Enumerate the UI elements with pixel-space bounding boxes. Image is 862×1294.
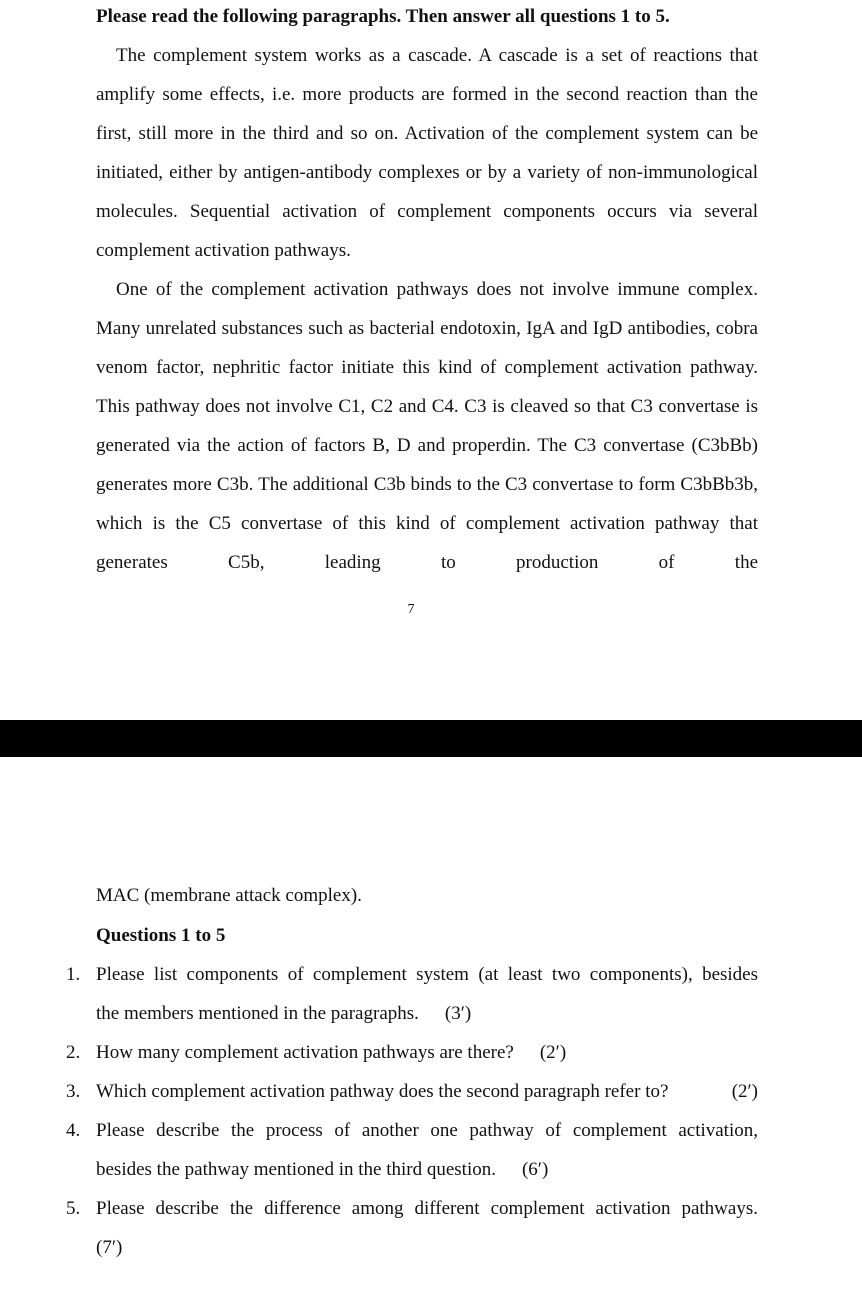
page-number: 7 <box>407 602 415 617</box>
question-points: (2′) <box>539 1042 567 1063</box>
question-number: 5. <box>66 1198 81 1219</box>
question-item <box>0 1033 862 1072</box>
question-text: besides the pathway mentioned in the third question. <box>96 1159 496 1180</box>
question-number: 1. <box>66 964 81 985</box>
document-page-bottom <box>0 757 862 1294</box>
question-item <box>0 1189 862 1267</box>
question-number: 2. <box>66 1042 81 1063</box>
question-points: (2′) <box>731 1081 758 1102</box>
question-text: Please describe the difference among different complement activation pathways. <box>96 1198 758 1219</box>
questions-title: Questions 1 to 5 <box>96 925 226 946</box>
question-points: (6′) <box>521 1159 549 1180</box>
question-list <box>0 955 862 1267</box>
question-item <box>0 955 862 1033</box>
question-number: 3. <box>66 1081 81 1102</box>
paragraph-pathway: One of the complement activation pathways does not involve immune complex. Many unrelated substances such as bacterial endotoxin, IgA and IgD antibodies, cobra venom factor, nephritic factor initiate this kind of complement activation pathway. This pathway does not involve C1, C2 and C4. C3 is cleaved so that C3 convertase is generated via the action of factors B, D and properdin. The C3 convertase (C3bBb) generates more C3b. The additional C3b binds to the C3 convertase to form C3bBb3b, which is the C5 convertase of this kind of complement activation pathway that generates C5b, leading to production of the <box>96 279 758 573</box>
question-text: Which complement activation pathway does the second paragraph refer to? <box>96 1081 669 1102</box>
question-text: How many complement activation pathways are there? <box>96 1042 514 1063</box>
paragraph-continuation: MAC (membrane attack complex). <box>96 885 362 906</box>
page-separator <box>0 720 862 757</box>
question-text: the members mentioned in the paragraphs. <box>96 1003 419 1024</box>
question-points: (3′) <box>444 1003 472 1024</box>
question-points: (7′) <box>96 1237 123 1258</box>
question-item <box>0 1111 862 1189</box>
question-text: Please describe the process of another one pathway of complement activation, <box>96 1120 758 1141</box>
question-text: Please list components of complement system (at least two components), besides <box>96 964 758 985</box>
question-number: 4. <box>66 1120 81 1141</box>
paragraph-cascade: The complement system works as a cascade. A cascade is a set of reactions that amplify some effects, i.e. more products are formed in the second reaction than the first, still more in the third and so on. Activation of the complement system can be initiated, either by antigen-antibody complexes or by a variety of non-immunological molecules. Sequential activation of complement components occurs via several complement activation pathways. <box>96 45 758 261</box>
instructions-heading: Please read the following paragraphs. Then answer all questions 1 to 5. <box>96 6 670 27</box>
question-item <box>0 1072 862 1111</box>
